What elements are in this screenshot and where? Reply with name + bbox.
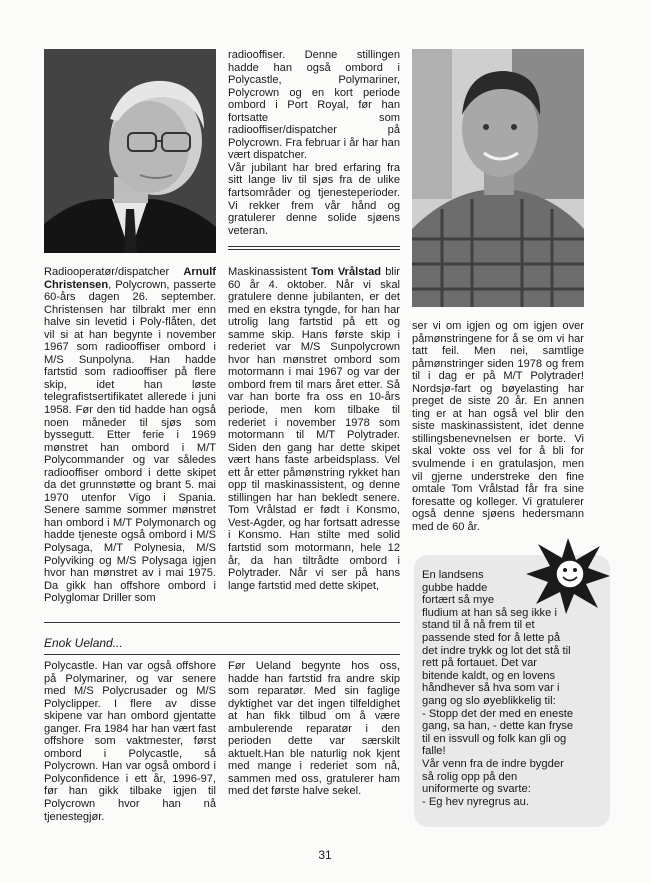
joke-line: til en issvull og folk kan gli og (422, 732, 567, 745)
article-enok-text-1: Polycastle. Han var også offshore på Polymariner, og var senere med M/S Polycrusader og M/S Polyclipper. I flere av disse skipene var han ombord gjentatte ganger. Fra 1984 har han vært fast offshore som vaktmester, først ombord i Polycastle, så Polycrown. Han var også ombord i Polyconfidence i ett år, 1996-97, før han gikk tilbake igjen til Polycrown hvor han nå tjenestegjør. (44, 660, 216, 823)
article-arnulf-column (44, 266, 216, 606)
article-arnulf-name: Arnulf Christensen (44, 266, 216, 291)
article-tom-column (228, 266, 400, 606)
joke-line: det indre trykk og lot det stå til (422, 644, 571, 657)
joke-line: rett på fortauet. Det var (422, 657, 538, 670)
article-tom-continuation: ser vi om igjen og om igjen over påmønstringene for å se om vi har tatt feil. Men nei, samtlige påmønstringer siden 1978 og frem til i dag er på M/T Polytrader! Nordsjø-fart og bøyelasting har preget de siste 20 år. En annen ting er at han også vel blir den siste maskinassistent, idet denne stillingsbenevnelsen er borte. Vi skal vokte oss vel for å bli for svulmende i en gratulasjon, men vil gjerne understreke den fine omtale Tom Vrålstad får fra sine foresatte og kolleger. Vi gratulerer også denne sjøens hedersmann med de 60 år. (412, 320, 584, 533)
joke-line: - Stopp det der med en eneste (422, 707, 574, 720)
article-divider (228, 246, 400, 250)
joke-line: fortært så mye (422, 594, 495, 607)
article-arnulf-body: , Polycrown, passerte 60-års dagen 26. september. Christensen har tilbrakt mer enn halve sin levetid i Poly-flåten, det vil si at han begynte i november 1967 som radiooffiser ombord i M/S Sunpolyna. Han hadde fartstid som radiooffiser på flere skip, idet han løste telegrafistsertifikatet allerede i juni 1958. Før den tid hadde han også noen måneder til sjøs som byssegutt. Etter ferie i 1969 mønstret han ombord i M/T Polycommander og var således radiooffiser ombord i dette skipet da det grunnstøtte og brant 5. mai 1970 utenfor Vigo i Spania. Senere samme sommer mønstret han ombord i M/T Polymonarch og hadde tjeneste også ombord i M/S Polysaga, M/T Polynesia, M/S Polyviking og M/S Polysaga igjen hvor han mønstret av i mai 1975. Da gikk han offshore ombord i Polyglomar Driller som (44, 278, 216, 605)
joke-line: fludium at han så seg ikke i (422, 606, 557, 619)
joke-line: gang og slo øyeblikkelig til: (422, 694, 556, 707)
article-enok-column-1 (44, 660, 216, 830)
joke-line: så rolig opp på den (422, 770, 518, 783)
article-tom-intro: Maskinassistent (228, 266, 312, 278)
article-arnulf-closing: Vår jubilant har bred erfaring fra sitt lange liv til sjøs fra de ulike fartsområder og tjenesteperioder. Vi rekker frem vår hånd og gratulerer denne solide sjøens veteran. (228, 161, 400, 237)
article-tom-body: blir 60 år 4. oktober. Når vi skal gratulere denne jubilanten, er det med en ekstra tyngde, for han har utrolig lang fartstid på ett og samme skip. Hans første skip i rederiet var M/S Sunpolycrown hvor han mønstret ombord som motormann i mai 1967 og var der ombord frem til mars året etter. Så var han borte fra oss en 10-års periode, men kom tilbake til rederiet i november 1978 som motormann til M/T Polytrader. Siden den gang har dette skipet vært hans faste arbeidsplass. Vel ett år etter påmønstring rykket han opp til maskinassistent, og denne stillingen har han bekledt senere. Tom Vrålstad er født i Konsmo, Vest-Agder, og har fortsatt adresse i Konsmo. Han stilte med solid fartstid som motormann, hele 12 år, da han tiltrådte ombord i Polytrader. Når vi ser på hans lange fartstid med dette skipet, (228, 266, 400, 592)
joke-line: gang, sa han, - dette kan fryse (422, 720, 574, 733)
article-enok-column-2 (228, 660, 400, 830)
joke-line: passende sted for å lette på (422, 631, 561, 644)
joke-line: gubbe hadde (422, 581, 488, 594)
joke-line: bitende kaldt, og en lovens (422, 669, 556, 682)
article-arnulf-intro: Radiooperatør/dispatcher (44, 266, 184, 278)
page-number: 31 (318, 848, 332, 862)
byline-underline (44, 654, 400, 655)
joke-line: En landsens (422, 569, 484, 581)
joke-line: Vår venn fra de indre bygder (422, 757, 564, 770)
portrait-photo-arnulf (44, 49, 216, 253)
section-divider (44, 622, 400, 623)
joke-line: stand til å nå frem til et (422, 619, 535, 632)
article-enok-text-2: Før Ueland begynte hos oss, hadde han fartstid fra andre skip som reparatør. Med sin faglige dyktighet var det ingen tilfeldighet at han fikk tilbud om å være ambulerende reparatør i den perioden dette var særskilt aktuelt.Han ble naturlig nok kjent med mange i rederiet som nå, sammen med oss, gratulerer ham med det første halve sekel. (228, 660, 400, 798)
joke-line: falle! (422, 745, 446, 758)
joke-text (422, 569, 608, 808)
article-arnulf-continuation: radiooffiser. Denne stillingen hadde han også ombord i Polycastle, Polymariner, Polycrown og en kort periode ombord i Port Royal, før han fortsatte som radiooffiser/dispatcher på Polycrown. Fra februar i år har han vært dispatcher. (228, 49, 400, 162)
joke-line: uniformerte og svarte: (422, 783, 531, 796)
article-arnulf-continuation-column (228, 49, 400, 239)
article-tom-continuation-column (412, 320, 584, 545)
article-enok-byline: Enok Ueland... (44, 636, 123, 650)
article-tom-name: Tom Vrålstad (311, 266, 382, 278)
joke-line: - Eg hev nyregrus au. (422, 795, 529, 808)
joke-line: håndhever så hva som var i (422, 682, 560, 695)
portrait-photo-tom (412, 49, 584, 307)
